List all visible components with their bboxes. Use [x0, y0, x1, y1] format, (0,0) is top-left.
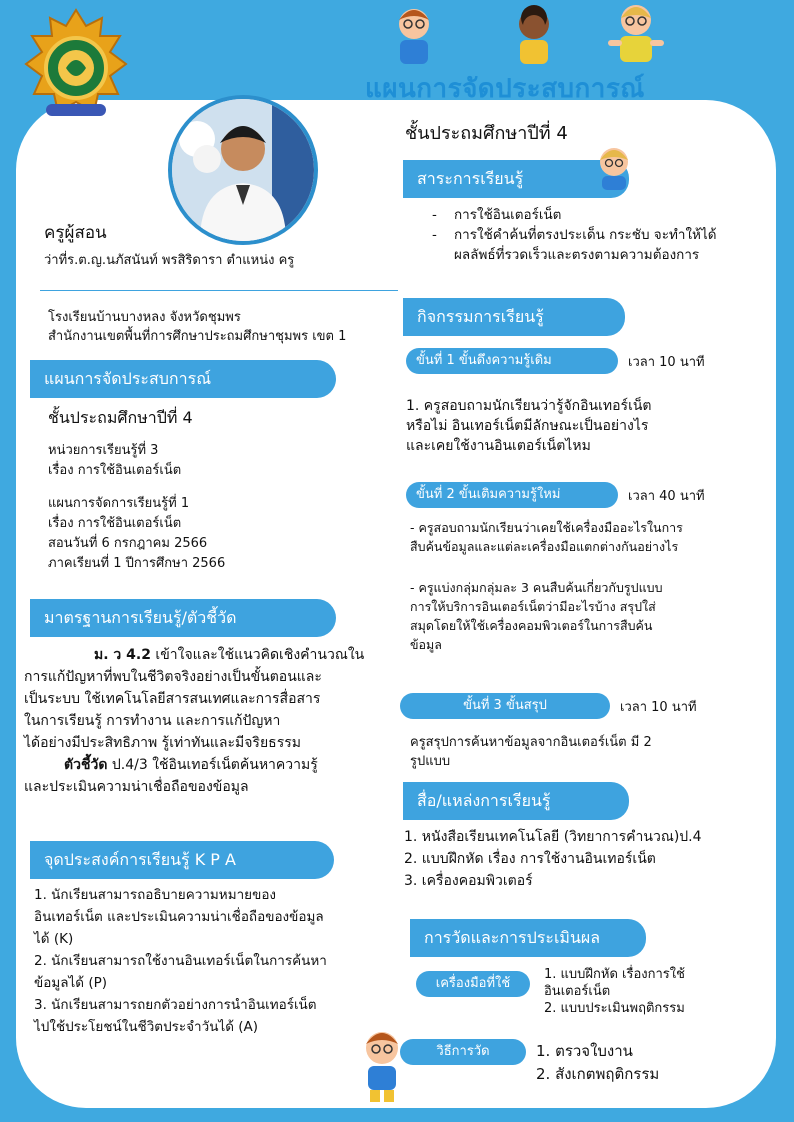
tool-line: 1. แบบฝึกหัด เรื่องการใช้ [544, 967, 685, 982]
step3-text [410, 733, 652, 771]
objective-line: ข้อมูลได้ (P) [34, 975, 108, 991]
cartoon-kid-icon [388, 4, 440, 66]
indicator-line-1 [64, 755, 318, 775]
cartoon-kid-icon [356, 1028, 408, 1104]
plan-grade: ชั้นประถมศึกษาปีที่ 4 [48, 408, 193, 427]
objective-line: 2. นักเรียนสามารถใช้งานอินเทอร์เน็ตในการค้นหา [34, 953, 327, 969]
step1-line: และเคยใช้งานอินเตอร์เน็ตไหม [406, 438, 591, 454]
method-line: 1. ตรวจใบงาน [536, 1042, 633, 1060]
media-item: 2. แบบฝึกหัด เรื่อง การใช้งานอินเทอร์เน็ต [404, 851, 656, 867]
standard-line-5: ได้อย่างมีประสิทธิภาพ รู้เท่าทันและมีจริยธรรม [24, 735, 301, 751]
media-list [404, 826, 776, 892]
standard-band: มาตรฐานการเรียนรู้/ตัวชี้วัด [30, 599, 336, 637]
content-list [424, 205, 734, 265]
teacher-heading: ครูผู้สอน [44, 223, 107, 243]
step1-line: 1. ครูสอบถามนักเรียนว่ารู้จักอินเทอร์เน็ต [406, 398, 652, 414]
step1-text [406, 396, 652, 456]
plan-number: แผนการจัดการเรียนรู้ที่ 1 [48, 496, 190, 511]
plan-term: ภาคเรียนที่ 1 ปีการศึกษา 2566 [48, 556, 226, 571]
teacher-photo [168, 95, 318, 245]
cartoon-kid-icon [606, 0, 666, 66]
objective-line: ไปใช้ประโยชน์ในชีวิตประจำวันได้ (A) [34, 1019, 259, 1035]
standard-line-4: ในการเรียนรู้ การทำงาน และการแก้ปัญหา [24, 713, 281, 729]
indicator-line-2: และประเมินความน่าเชื่อถือของข้อมูล [24, 779, 249, 795]
divider [40, 290, 398, 291]
assessment-band: การวัดและการประเมินผล [410, 919, 646, 957]
media-band: สื่อ/แหล่งการเรียนรู้ [403, 782, 629, 820]
media-item: 1. หนังสือเรียนเทคโนโลยี (วิทยาการคำนวณ)ป.4 [404, 829, 702, 845]
activities-band: กิจกรรมการเรียนรู้ [403, 298, 625, 336]
page-grade: ชั้นประถมศึกษาปีที่ 4 [405, 123, 568, 144]
tool-line: 2. แบบประเมินพฤติกรรม [544, 1001, 685, 1016]
objective-line: 1. นักเรียนสามารถอธิบายความหมายของ [34, 887, 277, 903]
objectives-band: จุดประสงค์การเรียนรู้ K P A [30, 841, 334, 879]
standard-code: ม. ว 4.2 [94, 647, 151, 663]
step3-pill: ขั้นที่ 3 ขั้นสรุป [400, 693, 610, 719]
plan-unit-topic: เรื่อง การใช้อินเตอร์เน็ต [48, 463, 182, 478]
step1-line: หรือไม่ อินเทอร์เน็ตมีลักษณะเป็นอย่างไร [406, 418, 649, 434]
teacher-name: ว่าที่ร.ต.ญ.นภัสนันท์ พรสิริดารา ตำแหน่ง ครู [44, 253, 295, 268]
step2-pill: ขั้นที่ 2 ขั้นเติมความรู้ใหม่ [406, 482, 618, 508]
objective-line: 3. นักเรียนสามารถยกตัวอย่างการนำอินเทอร์เน็ต [34, 997, 317, 1013]
plan-unit: หน่วยการเรียนรู้ที่ 3 [48, 443, 159, 458]
step3-time: เวลา 10 นาที [620, 700, 697, 715]
content-item: - การใช้คำค้นที่ตรงประเด็น กระชับ จะทำให้ได้ผลลัพธ์ที่รวดเร็วและตรงตามความต้องการ [424, 225, 734, 265]
standard-line-1 [94, 645, 364, 665]
school-emblem-icon [22, 8, 130, 120]
tool-line: อินเตอร์เน็ต [544, 984, 611, 999]
step2-line: - ครูสอบถามนักเรียนว่าเคยใช้เครื่องมืออะไรในการ [410, 520, 683, 535]
step2-time: เวลา 40 นาที [628, 489, 705, 504]
tools-list [544, 966, 685, 1017]
step2-text-a [410, 518, 683, 556]
step2-line: ข้อมูล [410, 637, 442, 652]
plan-band: แผนการจัดประสบการณ์ [30, 360, 336, 398]
indicator-label: ตัวชี้วัด [64, 757, 108, 773]
step2-line: สมุดโดยให้ใช้เครื่องคอมพิวเตอร์ในการสืบค้น [410, 618, 653, 633]
standard-line-3: เป็นระบบ ใช้เทคโนโลยีสารสนเทศและการสื่อสาร [24, 691, 321, 707]
media-item: 3. เครื่องคอมพิวเตอร์ [404, 873, 533, 889]
step1-time: เวลา 10 นาที [628, 355, 705, 370]
step1-pill: ขั้นที่ 1 ขั้นดึงความรู้เดิม [406, 348, 618, 374]
objective-line: ได้ (K) [34, 931, 74, 947]
cartoon-kid-icon [592, 144, 636, 190]
step2-line: - ครูแบ่งกลุ่มกลุ่มละ 3 คนสืบค้นเกี่ยวกับรูปแบบ [410, 580, 663, 595]
office-line: สำนักงานเขตพื้นที่การศึกษาประถมศึกษาชุมพร เขต 1 [48, 329, 347, 344]
page-title: แผนการจัดประสบการณ์ [365, 74, 645, 104]
standard-text-1: เข้าใจและใช้แนวคิดเชิงคำนวณใน [150, 647, 365, 663]
school-line: โรงเรียนบ้านบางหลง จังหวัดชุมพร [48, 310, 241, 325]
standard-line-2: การแก้ปัญหาที่พบในชีวิตจริงอย่างเป็นขั้นตอนและ [24, 669, 322, 685]
content-band: สาระการเรียนรู้ [403, 160, 629, 198]
step2-line: การให้บริการอินเตอร์เน็ตว่ามีอะไรบ้าง สรุปใส่ [410, 599, 656, 614]
method-pill: วิธีการวัด [400, 1039, 526, 1065]
method-line: 2. สังเกตพฤติกรรม [536, 1065, 660, 1083]
content-item: - การใช้อินเตอร์เน็ต [424, 205, 734, 225]
objectives-list [34, 884, 327, 1038]
step2-line: สืบค้นข้อมูลและแต่ละเครื่องมือแตกต่างกันอย่างไร [410, 539, 679, 554]
tools-pill: เครื่องมือที่ใช้ [416, 971, 530, 997]
step2-text-b [410, 578, 663, 654]
methods-list [536, 1040, 659, 1086]
indicator-text-1: ป.4/3 ใช้อินเทอร์เน็ตค้นหาความรู้ [107, 757, 318, 773]
plan-date: สอนวันที่ 6 กรกฎาคม 2566 [48, 536, 208, 551]
teacher-portrait-icon [172, 99, 314, 241]
cartoon-kid-icon [508, 4, 560, 66]
plan-topic: เรื่อง การใช้อินเตอร์เน็ต [48, 516, 182, 531]
objective-line: อินเทอร์เน็ต และประเมินความน่าเชื่อถือของข้อมูล [34, 909, 324, 925]
step3-line: รูปแบบ [410, 754, 451, 769]
step3-line: ครูสรุปการค้นหาข้อมูลจากอินเตอร์เน็ต มี 2 [410, 735, 652, 750]
